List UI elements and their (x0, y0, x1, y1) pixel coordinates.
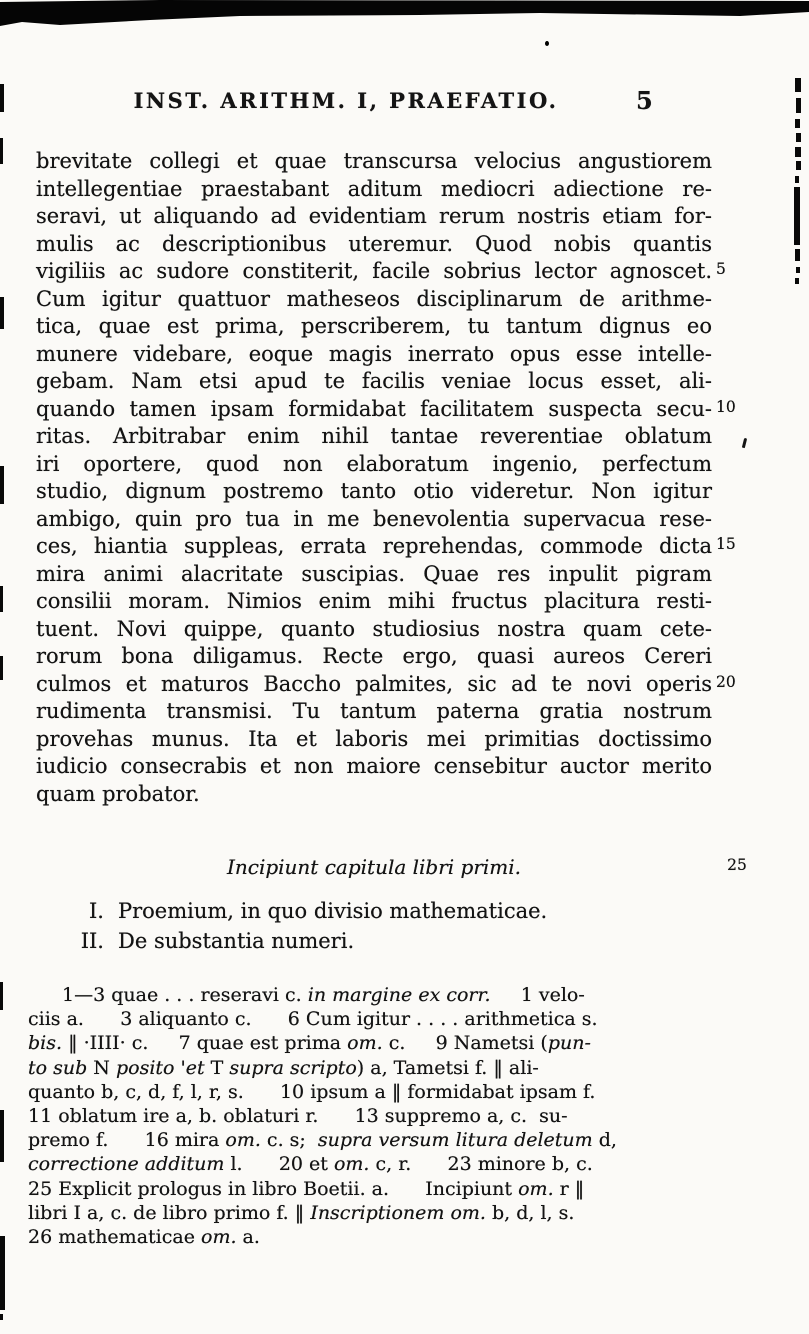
body-line-text: mulis ac descriptionibus uteremur. Quod nobis quantis (36, 231, 712, 256)
chapter-title: De substantia numeri. (118, 928, 355, 953)
ink-dot (545, 41, 549, 46)
apparatus-line (28, 1080, 728, 1104)
apparatus-text-segment: ‖ ·IIII· c. 7 quae est prima (62, 1032, 348, 1055)
scan-artifact-right-edge (796, 98, 801, 113)
scan-artifact-left-edge (0, 466, 4, 504)
body-line-text: quando tamen ipsam formidabat facilitatem suspecta secu- (36, 396, 712, 421)
body-line-text: tica, quae est prima, perscriberem, tu tantum dignus eo (36, 314, 712, 338)
apparatus-line (28, 1007, 728, 1031)
scan-artifact-left-edge (0, 1314, 3, 1320)
apparatus-text-segment: l. 20 et (224, 1153, 334, 1176)
scan-artifact-right-edge (795, 119, 800, 128)
body-text-block (36, 148, 736, 808)
apparatus-italic-segment: om. (347, 1032, 383, 1055)
body-line (36, 396, 736, 424)
body-line (36, 423, 712, 451)
apparatus-line (28, 983, 728, 1007)
apparatus-text-segment: r ‖ (553, 1177, 585, 1200)
body-line (36, 313, 712, 341)
apparatus-text-segment: a. (236, 1225, 260, 1248)
apparatus-text-segment: libri I a, c. de libro primo f. ‖ (28, 1201, 311, 1224)
body-line-text: rudimenta transmisi. Tu tantum paterna gratia nostrum (36, 699, 712, 723)
apparatus-text-segment: c, r. 23 minore b, c. (369, 1153, 593, 1176)
section-heading: Incipiunt capitula libri primi. (226, 855, 522, 879)
apparatus-italic-segment: om. (225, 1129, 261, 1152)
body-line (36, 781, 712, 809)
body-line (36, 148, 712, 176)
apparatus-line (28, 1128, 728, 1152)
body-line (36, 643, 712, 671)
apparatus-text-segment: 11 oblatum ire a, b. oblaturi r. 13 suppremo a, c. su- (28, 1104, 568, 1127)
apparatus-text-segment: 1 velo- (490, 984, 585, 1006)
apparatus-italic-segment: om. (201, 1225, 237, 1248)
margin-line-number: 15 (716, 535, 736, 553)
page-header (36, 88, 712, 118)
body-line (36, 368, 712, 396)
page-number: 5 (636, 86, 653, 115)
body-line (36, 231, 712, 259)
apparatus-text-segment: quanto b, c, d, f, l, r, s. 10 ipsum a ‖ formidabat ipsam f. (28, 1080, 596, 1103)
apparatus-italic-segment: pun- (547, 1032, 591, 1055)
scan-artifact-right-edge (796, 161, 801, 170)
margin-line-number: 25 (727, 856, 747, 874)
apparatus-text-segment: d, (592, 1129, 617, 1152)
apparatus-line (28, 1152, 728, 1176)
body-line (36, 753, 712, 781)
margin-line-number: 20 (716, 672, 736, 691)
body-line (36, 203, 712, 231)
apparatus-text-segment: ciis a. 3 aliquanto c. 6 Cum igitur . . . . arithmetica s. (28, 1008, 598, 1031)
apparatus-italic-segment: to sub (28, 1056, 88, 1079)
apparatus-italic-segment: om. (333, 1153, 370, 1176)
body-line-text: tuent. Novi quippe, quanto studiosius nostra quam cete- (36, 616, 712, 641)
running-title: INST. ARITHM. I, PRAEFATIO. (133, 88, 559, 113)
apparatus-italic-segment: om. (518, 1177, 554, 1200)
body-line-text: rorum bona diligamus. Recte ergo, quasi aureos Cereri (36, 644, 712, 668)
body-line-text: mira animi alacritate suscipias. Quae res inpulit pigram (36, 561, 712, 586)
body-line (36, 451, 712, 479)
scan-artifact-left-edge (0, 586, 3, 612)
body-line-text: iri oportere, quod non elaboratum ingenio, perfectum (36, 451, 712, 476)
body-line (36, 341, 712, 369)
body-line-text: studio, dignum postremo tanto otio videretur. Non igitur (36, 479, 712, 503)
chapter-numeral: I. (89, 899, 104, 923)
body-line-text: brevitate collegi et quae transcursa velocius angustiorem (36, 149, 712, 173)
body-line (36, 588, 712, 616)
apparatus-text-segment: 1—3 quae . . . reseravi c. (62, 984, 308, 1006)
apparatus-text-segment: N (87, 1056, 116, 1079)
scan-artifact-top-band (0, 0, 809, 30)
apparatus-text-segment: 25 Explicit prologus in libro Boetii. a. Incipiunt (28, 1177, 519, 1200)
apparatus-italic-segment: supra versum litura deletum (317, 1129, 593, 1152)
body-line-text: Cum igitur quattuor matheseos disciplinarum de arithme- (36, 286, 712, 311)
body-line-text: munere videbare, eoque magis inerrato opus esse intelle- (36, 341, 712, 366)
apparatus-italic-segment: bis. (28, 1032, 63, 1055)
body-line-text: ambigo, quin pro tua in me benevolentia supervacua rese- (36, 506, 712, 531)
body-line-text: quam probator. (36, 781, 200, 806)
body-line (36, 698, 712, 726)
apparatus-line (28, 1177, 728, 1201)
body-line (36, 258, 726, 286)
body-line (36, 671, 736, 699)
body-line (36, 533, 736, 561)
apparatus-line (28, 1104, 728, 1128)
body-line-text: ces, hiantia suppleas, errata reprehendas, commode dicta (36, 534, 712, 558)
apparatus-italic-segment: posito 'et (115, 1056, 205, 1079)
apparatus-text-segment: b, d, l, s. (485, 1201, 575, 1224)
apparatus-italic-segment: supra scripto (229, 1056, 357, 1079)
margin-line-number: 10 (716, 397, 736, 416)
chapter-title: Proemium, in quo divisio mathematicae. (118, 899, 548, 923)
body-line-text: provehas munus. Ita et laboris mei primitias doctissimo (36, 726, 712, 751)
apparatus-line (28, 1031, 728, 1055)
body-line-text: iudicio consecrabis et non maiore censebitur auctor merito (36, 754, 712, 778)
apparatus-block (28, 983, 728, 1249)
scan-artifact-left-edge (0, 656, 3, 680)
scan-artifact-left-edge (0, 982, 3, 1010)
body-line-text: vigiliis ac sudore constiterit, facile sobrius lector agnoscet. (36, 259, 712, 283)
apparatus-italic-segment: in margine ex corr. (307, 984, 491, 1006)
body-line-text: consilii moram. Nimios enim mihi fructus placitura resti- (36, 589, 712, 613)
scan-artifact-left-edge (0, 84, 4, 112)
body-line (36, 478, 712, 506)
chapter-item (36, 927, 712, 957)
apparatus-text-segment: c. s; (260, 1129, 318, 1152)
apparatus-text-segment: premo f. 16 mira (28, 1129, 226, 1152)
apparatus-line (28, 1225, 728, 1249)
chapter-numeral: II. (80, 928, 104, 953)
scan-artifact-left-edge (0, 138, 3, 164)
scan-artifact-left-edge (0, 297, 4, 329)
chapter-item (36, 897, 712, 927)
scan-artifact-right-edge (795, 278, 799, 284)
margin-line-number: 5 (716, 260, 726, 278)
apparatus-text-segment: T (204, 1056, 230, 1079)
scan-artifact-right-edge (795, 176, 799, 183)
apparatus-line (28, 1056, 728, 1080)
scan-artifact-right-edge (796, 267, 800, 273)
apparatus-text-segment: c. 9 Nametsi ( (382, 1032, 548, 1055)
scan-artifact-right-edge (795, 78, 801, 92)
body-line (36, 726, 712, 754)
body-line (36, 561, 712, 589)
body-line (36, 176, 712, 204)
body-line (36, 616, 712, 644)
apparatus-italic-segment: Inscriptionem om. (310, 1201, 486, 1224)
apparatus-italic-segment: correctione additum (28, 1153, 225, 1176)
stray-mark (742, 438, 747, 448)
body-line-text: gebam. Nam etsi apud te facilis veniae locus esset, ali- (36, 369, 712, 393)
scan-artifact-left-edge (0, 1236, 5, 1310)
body-line (36, 286, 712, 314)
scan-artifact-right-edge (794, 187, 800, 245)
body-line-text: seravi, ut aliquando ad evidentiam rerum nostris etiam for- (36, 204, 712, 228)
chapter-list (36, 897, 712, 956)
body-line (36, 506, 712, 534)
scan-artifact-right-edge (796, 133, 801, 142)
scan-artifact-right-edge (795, 147, 801, 157)
scan-artifact-left-edge (0, 1110, 4, 1162)
apparatus-text-segment: 26 mathematicae (28, 1225, 201, 1248)
body-line-text: ritas. Arbitrabar enim nihil tantae reverentiae oblatum (36, 424, 712, 448)
body-line-text: culmos et maturos Baccho palmites, sic ad te novi operis (36, 671, 712, 696)
section-heading-row (36, 855, 747, 881)
body-line-text: intellegentiae praestabant aditum mediocri adiectione re- (36, 176, 712, 201)
scan-artifact-right-edge (795, 249, 800, 261)
apparatus-line (28, 1201, 728, 1225)
apparatus-text-segment: ) a, Tametsi f. ‖ ali- (356, 1056, 539, 1079)
